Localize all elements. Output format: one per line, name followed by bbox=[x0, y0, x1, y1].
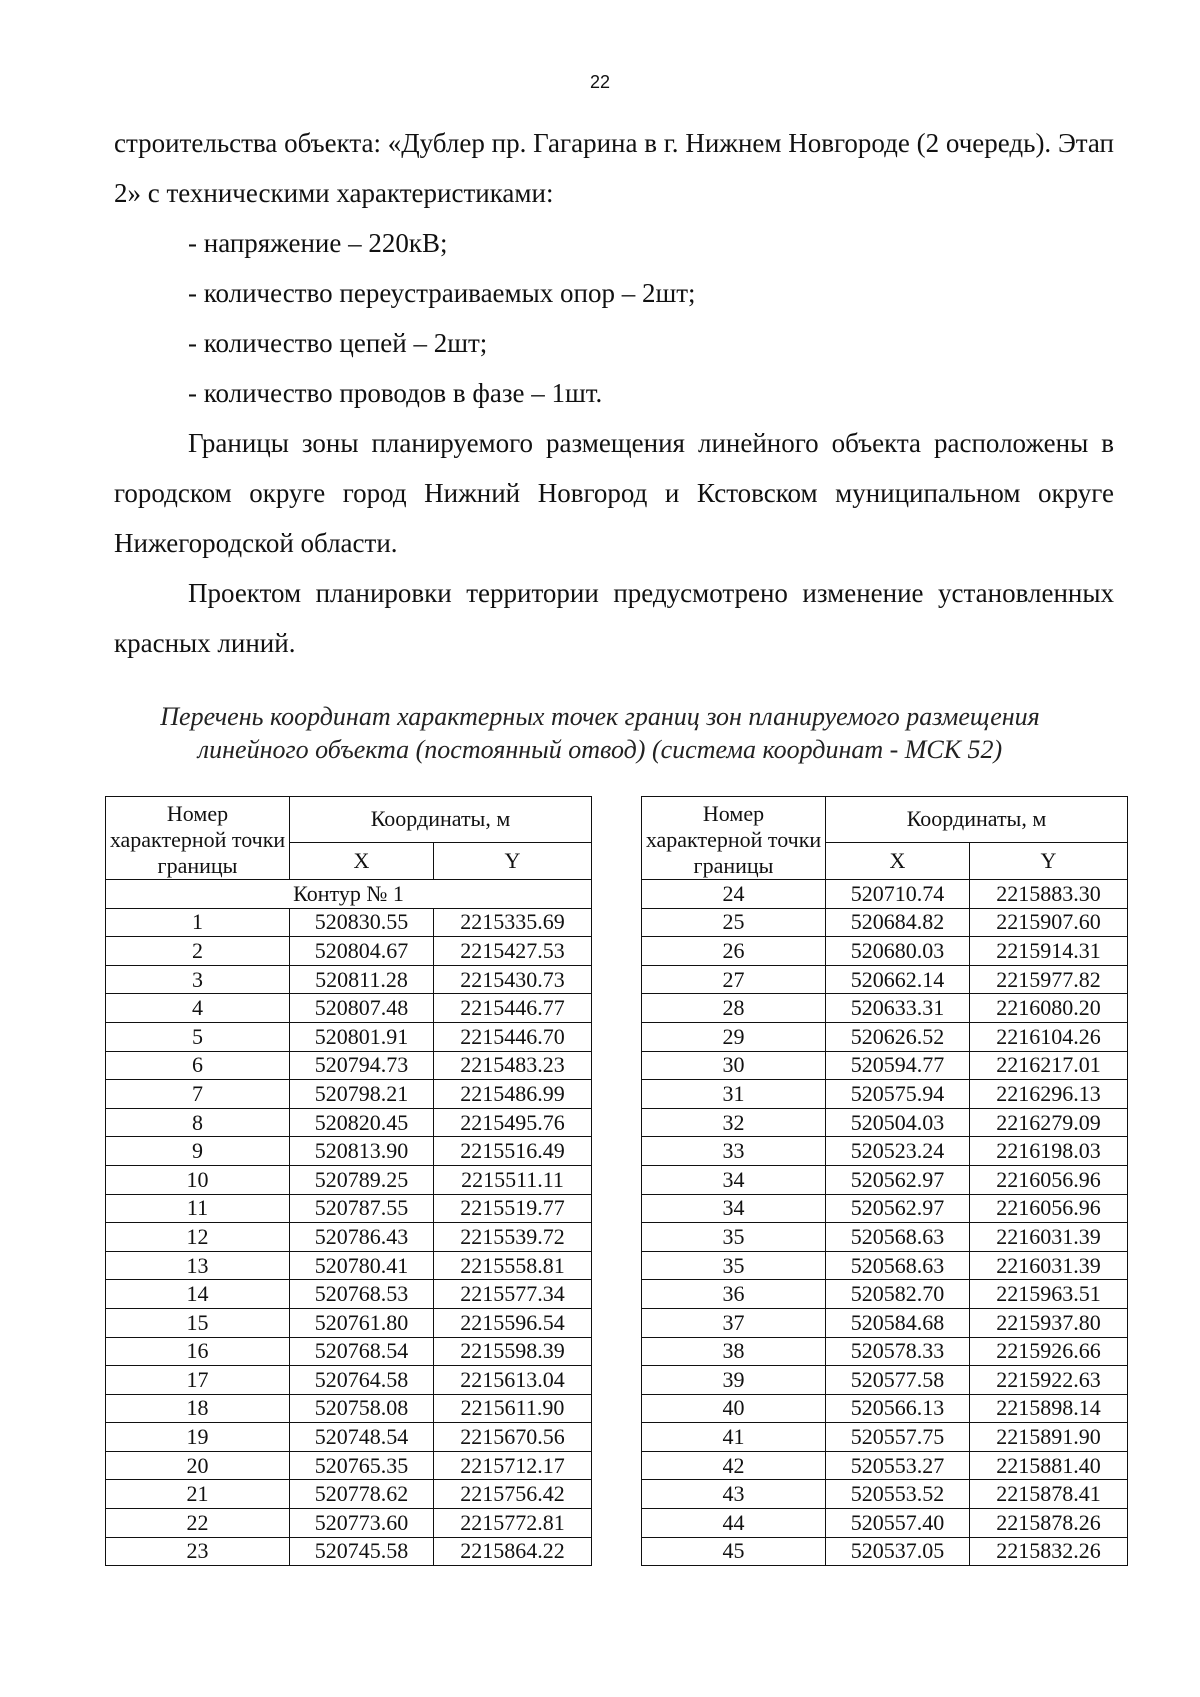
y-coordinate-cell: 2215883.30 bbox=[970, 880, 1128, 909]
table-row bbox=[106, 1280, 592, 1309]
x-coordinate-cell: 520680.03 bbox=[826, 937, 970, 966]
x-coordinate-cell: 520813.90 bbox=[290, 1137, 434, 1166]
table-row bbox=[642, 1480, 1128, 1509]
x-coordinate-cell: 520761.80 bbox=[290, 1308, 434, 1337]
x-coordinate-cell: 520804.67 bbox=[290, 937, 434, 966]
y-coordinate-cell: 2215864.22 bbox=[434, 1537, 592, 1566]
table-row bbox=[642, 1337, 1128, 1366]
y-coordinate-cell: 2215937.80 bbox=[970, 1308, 1128, 1337]
x-coordinate-cell: 520745.58 bbox=[290, 1537, 434, 1566]
table-row bbox=[642, 1194, 1128, 1223]
x-coordinate-cell: 520626.52 bbox=[826, 1022, 970, 1051]
table-row bbox=[642, 1022, 1128, 1051]
point-number-cell: 42 bbox=[642, 1451, 826, 1480]
point-number-cell: 30 bbox=[642, 1051, 826, 1080]
point-number-cell: 34 bbox=[642, 1165, 826, 1194]
x-coordinate-cell: 520504.03 bbox=[826, 1108, 970, 1137]
point-number-cell: 25 bbox=[642, 908, 826, 937]
point-number-cell: 6 bbox=[106, 1051, 290, 1080]
table-row bbox=[642, 1051, 1128, 1080]
paragraph-object-description: строительства объекта: «Дублер пр. Гагарина в г. Нижнем Новгороде (2 очередь). Этап 2» с техническими характеристиками: bbox=[114, 128, 1114, 208]
x-coordinate-cell: 520801.91 bbox=[290, 1022, 434, 1051]
y-coordinate-cell: 2215427.53 bbox=[434, 937, 592, 966]
y-coordinate-cell: 2216296.13 bbox=[970, 1080, 1128, 1109]
x-coordinate-cell: 520748.54 bbox=[290, 1423, 434, 1452]
y-coordinate-cell: 2215495.76 bbox=[434, 1108, 592, 1137]
point-number-cell: 22 bbox=[106, 1509, 290, 1538]
point-number-cell: 7 bbox=[106, 1080, 290, 1109]
table-row bbox=[106, 937, 592, 966]
x-coordinate-cell: 520568.63 bbox=[826, 1223, 970, 1252]
y-coordinate-cell: 2215926.66 bbox=[970, 1337, 1128, 1366]
table-row bbox=[642, 1137, 1128, 1166]
page-number: 22 bbox=[589, 72, 611, 92]
x-coordinate-cell: 520768.53 bbox=[290, 1280, 434, 1309]
y-coordinate-cell: 2216104.26 bbox=[970, 1022, 1128, 1051]
point-number-cell: 32 bbox=[642, 1108, 826, 1137]
x-coordinate-cell: 520594.77 bbox=[826, 1051, 970, 1080]
x-coordinate-cell: 520778.62 bbox=[290, 1480, 434, 1509]
y-coordinate-cell: 2215977.82 bbox=[970, 965, 1128, 994]
table-row bbox=[106, 1509, 592, 1538]
point-number-cell: 2 bbox=[106, 937, 290, 966]
point-number-cell: 26 bbox=[642, 937, 826, 966]
point-number-cell: 11 bbox=[106, 1194, 290, 1223]
table-row bbox=[106, 1251, 592, 1280]
table-row bbox=[106, 1022, 592, 1051]
point-number-cell: 1 bbox=[106, 908, 290, 937]
y-coordinate-cell: 2215577.34 bbox=[434, 1280, 592, 1309]
table-row bbox=[106, 1308, 592, 1337]
point-number-cell: 5 bbox=[106, 1022, 290, 1051]
y-coordinate-cell: 2216056.96 bbox=[970, 1194, 1128, 1223]
y-coordinate-cell: 2215922.63 bbox=[970, 1366, 1128, 1395]
table-row bbox=[106, 1137, 592, 1166]
point-number-cell: 10 bbox=[106, 1165, 290, 1194]
x-coordinate-cell: 520789.25 bbox=[290, 1165, 434, 1194]
point-number-cell: 13 bbox=[106, 1251, 290, 1280]
y-coordinate-cell: 2215613.04 bbox=[434, 1366, 592, 1395]
y-coordinate-cell: 2215539.72 bbox=[434, 1223, 592, 1252]
contour-label: Контур № 1 bbox=[106, 880, 592, 909]
table-row bbox=[642, 965, 1128, 994]
point-number-cell: 8 bbox=[106, 1108, 290, 1137]
point-number-cell: 18 bbox=[106, 1394, 290, 1423]
x-coordinate-cell: 520584.68 bbox=[826, 1308, 970, 1337]
x-coordinate-cell: 520830.55 bbox=[290, 908, 434, 937]
x-coordinate-cell: 520684.82 bbox=[826, 908, 970, 937]
table-row bbox=[642, 1108, 1128, 1137]
x-coordinate-cell: 520578.33 bbox=[826, 1337, 970, 1366]
x-coordinate-cell: 520662.14 bbox=[826, 965, 970, 994]
point-number-cell: 39 bbox=[642, 1366, 826, 1395]
table-row bbox=[106, 994, 592, 1023]
table-row bbox=[642, 1366, 1128, 1395]
x-coordinate-cell: 520758.08 bbox=[290, 1394, 434, 1423]
table-row bbox=[642, 1165, 1128, 1194]
paragraph-zone-boundaries: Границы зоны планируемого размещения линейного объекта расположены в городском округе город Нижний Новгород и Кстовском муниципальном округе Нижегородской области. bbox=[114, 428, 1114, 558]
point-number-cell: 3 bbox=[106, 965, 290, 994]
table-row bbox=[642, 1509, 1128, 1538]
x-coordinate-cell: 520820.45 bbox=[290, 1108, 434, 1137]
y-coordinate-cell: 2215596.54 bbox=[434, 1308, 592, 1337]
point-number-cell: 36 bbox=[642, 1280, 826, 1309]
table-row bbox=[642, 1394, 1128, 1423]
x-coordinate-cell: 520582.70 bbox=[826, 1280, 970, 1309]
point-number-cell: 9 bbox=[106, 1137, 290, 1166]
y-coordinate-cell: 2216198.03 bbox=[970, 1137, 1128, 1166]
y-coordinate-cell: 2215446.70 bbox=[434, 1022, 592, 1051]
table-row bbox=[642, 994, 1128, 1023]
x-coordinate-cell: 520768.54 bbox=[290, 1337, 434, 1366]
point-number-cell: 17 bbox=[106, 1366, 290, 1395]
table-row bbox=[642, 1223, 1128, 1252]
y-coordinate-cell: 2215898.14 bbox=[970, 1394, 1128, 1423]
y-coordinate-cell: 2216056.96 bbox=[970, 1165, 1128, 1194]
y-coordinate-cell: 2215878.41 bbox=[970, 1480, 1128, 1509]
y-coordinate-cell: 2215483.23 bbox=[434, 1051, 592, 1080]
point-number-cell: 34 bbox=[642, 1194, 826, 1223]
header-coordinates: Координаты, м bbox=[826, 797, 1128, 843]
x-coordinate-cell: 520557.75 bbox=[826, 1423, 970, 1452]
header-point-number: Номер характерной точки границы bbox=[642, 797, 826, 880]
table-row bbox=[106, 1423, 592, 1452]
y-coordinate-cell: 2215914.31 bbox=[970, 937, 1128, 966]
x-coordinate-cell: 520794.73 bbox=[290, 1051, 434, 1080]
y-coordinate-cell: 2215511.11 bbox=[434, 1165, 592, 1194]
point-number-cell: 37 bbox=[642, 1308, 826, 1337]
table-row bbox=[106, 1223, 592, 1252]
point-number-cell: 12 bbox=[106, 1223, 290, 1252]
table-row bbox=[106, 965, 592, 994]
bullet-wires-count: - количество проводов в фазе – 1шт. bbox=[188, 378, 603, 408]
y-coordinate-cell: 2215963.51 bbox=[970, 1280, 1128, 1309]
table-caption bbox=[0, 700, 1200, 766]
table-row bbox=[642, 1251, 1128, 1280]
table-row bbox=[642, 1308, 1128, 1337]
x-coordinate-cell: 520710.74 bbox=[826, 880, 970, 909]
y-coordinate-cell: 2215881.40 bbox=[970, 1451, 1128, 1480]
header-y: Y bbox=[434, 842, 592, 879]
header-point-number: Номер характерной точки границы bbox=[106, 797, 290, 880]
y-coordinate-cell: 2215611.90 bbox=[434, 1394, 592, 1423]
header-y: Y bbox=[970, 842, 1128, 879]
point-number-cell: 16 bbox=[106, 1337, 290, 1366]
bullet-voltage: - напряжение – 220кВ; bbox=[188, 228, 448, 258]
y-coordinate-cell: 2215558.81 bbox=[434, 1251, 592, 1280]
x-coordinate-cell: 520537.05 bbox=[826, 1537, 970, 1566]
table-row bbox=[106, 1451, 592, 1480]
y-coordinate-cell: 2215446.77 bbox=[434, 994, 592, 1023]
table-row bbox=[106, 908, 592, 937]
point-number-cell: 23 bbox=[106, 1537, 290, 1566]
y-coordinate-cell: 2215712.17 bbox=[434, 1451, 592, 1480]
point-number-cell: 41 bbox=[642, 1423, 826, 1452]
x-coordinate-cell: 520577.58 bbox=[826, 1366, 970, 1395]
point-number-cell: 33 bbox=[642, 1137, 826, 1166]
x-coordinate-cell: 520786.43 bbox=[290, 1223, 434, 1252]
x-coordinate-cell: 520811.28 bbox=[290, 965, 434, 994]
y-coordinate-cell: 2215335.69 bbox=[434, 908, 592, 937]
point-number-cell: 38 bbox=[642, 1337, 826, 1366]
x-coordinate-cell: 520798.21 bbox=[290, 1080, 434, 1109]
table-row bbox=[642, 937, 1128, 966]
x-coordinate-cell: 520787.55 bbox=[290, 1194, 434, 1223]
point-number-cell: 14 bbox=[106, 1280, 290, 1309]
x-coordinate-cell: 520780.41 bbox=[290, 1251, 434, 1280]
x-coordinate-cell: 520773.60 bbox=[290, 1509, 434, 1538]
point-number-cell: 44 bbox=[642, 1509, 826, 1538]
y-coordinate-cell: 2215878.26 bbox=[970, 1509, 1128, 1538]
table-row bbox=[642, 1280, 1128, 1309]
table-row bbox=[642, 1080, 1128, 1109]
x-coordinate-cell: 520562.97 bbox=[826, 1165, 970, 1194]
point-number-cell: 24 bbox=[642, 880, 826, 909]
y-coordinate-cell: 2215772.81 bbox=[434, 1509, 592, 1538]
bullet-circuits-count: - количество цепей – 2шт; bbox=[188, 328, 488, 358]
bullet-supports-count: - количество переустраиваемых опор – 2шт; bbox=[188, 278, 696, 308]
paragraph-red-lines: Проектом планировки территории предусмотрено изменение установленных красных линий. bbox=[114, 578, 1114, 658]
x-coordinate-cell: 520553.52 bbox=[826, 1480, 970, 1509]
x-coordinate-cell: 520807.48 bbox=[290, 994, 434, 1023]
table-row bbox=[106, 1537, 592, 1566]
x-coordinate-cell: 520553.27 bbox=[826, 1451, 970, 1480]
point-number-cell: 31 bbox=[642, 1080, 826, 1109]
header-x: X bbox=[290, 842, 434, 879]
x-coordinate-cell: 520523.24 bbox=[826, 1137, 970, 1166]
x-coordinate-cell: 520562.97 bbox=[826, 1194, 970, 1223]
point-number-cell: 43 bbox=[642, 1480, 826, 1509]
table-row bbox=[642, 1537, 1128, 1566]
table-row bbox=[106, 1194, 592, 1223]
y-coordinate-cell: 2215430.73 bbox=[434, 965, 592, 994]
x-coordinate-cell: 520568.63 bbox=[826, 1251, 970, 1280]
point-number-cell: 4 bbox=[106, 994, 290, 1023]
point-number-cell: 29 bbox=[642, 1022, 826, 1051]
table-row bbox=[106, 1394, 592, 1423]
coordinates-table-left bbox=[105, 796, 592, 1566]
header-x: X bbox=[826, 842, 970, 879]
x-coordinate-cell: 520566.13 bbox=[826, 1394, 970, 1423]
x-coordinate-cell: 520633.31 bbox=[826, 994, 970, 1023]
y-coordinate-cell: 2216031.39 bbox=[970, 1251, 1128, 1280]
table-row bbox=[106, 1051, 592, 1080]
caption-line-2: линейного объекта (постоянный отвод) (система координат - МСК 52) bbox=[197, 735, 1003, 764]
table-row bbox=[642, 1451, 1128, 1480]
x-coordinate-cell: 520765.35 bbox=[290, 1451, 434, 1480]
y-coordinate-cell: 2215670.56 bbox=[434, 1423, 592, 1452]
y-coordinate-cell: 2215891.90 bbox=[970, 1423, 1128, 1452]
point-number-cell: 45 bbox=[642, 1537, 826, 1566]
point-number-cell: 35 bbox=[642, 1223, 826, 1252]
y-coordinate-cell: 2216080.20 bbox=[970, 994, 1128, 1023]
table-row bbox=[642, 908, 1128, 937]
y-coordinate-cell: 2215832.26 bbox=[970, 1537, 1128, 1566]
point-number-cell: 15 bbox=[106, 1308, 290, 1337]
table-row bbox=[106, 1080, 592, 1109]
y-coordinate-cell: 2215598.39 bbox=[434, 1337, 592, 1366]
y-coordinate-cell: 2215907.60 bbox=[970, 908, 1128, 937]
y-coordinate-cell: 2215756.42 bbox=[434, 1480, 592, 1509]
y-coordinate-cell: 2216217.01 bbox=[970, 1051, 1128, 1080]
body-text bbox=[114, 118, 1114, 668]
header-coordinates: Координаты, м bbox=[290, 797, 592, 843]
table-row bbox=[106, 1337, 592, 1366]
table-row bbox=[642, 1423, 1128, 1452]
x-coordinate-cell: 520575.94 bbox=[826, 1080, 970, 1109]
y-coordinate-cell: 2215519.77 bbox=[434, 1194, 592, 1223]
point-number-cell: 19 bbox=[106, 1423, 290, 1452]
y-coordinate-cell: 2215486.99 bbox=[434, 1080, 592, 1109]
point-number-cell: 20 bbox=[106, 1451, 290, 1480]
y-coordinate-cell: 2216279.09 bbox=[970, 1108, 1128, 1137]
table-row bbox=[106, 1480, 592, 1509]
point-number-cell: 40 bbox=[642, 1394, 826, 1423]
point-number-cell: 21 bbox=[106, 1480, 290, 1509]
table-row bbox=[106, 1366, 592, 1395]
coordinates-table-right bbox=[641, 796, 1128, 1566]
point-number-cell: 27 bbox=[642, 965, 826, 994]
y-coordinate-cell: 2215516.49 bbox=[434, 1137, 592, 1166]
point-number-cell: 35 bbox=[642, 1251, 826, 1280]
x-coordinate-cell: 520764.58 bbox=[290, 1366, 434, 1395]
y-coordinate-cell: 2216031.39 bbox=[970, 1223, 1128, 1252]
x-coordinate-cell: 520557.40 bbox=[826, 1509, 970, 1538]
caption-line-1: Перечень координат характерных точек границ зон планируемого размещения bbox=[160, 702, 1040, 731]
point-number-cell: 28 bbox=[642, 994, 826, 1023]
table-row bbox=[106, 1108, 592, 1137]
table-row bbox=[106, 1165, 592, 1194]
table-row bbox=[642, 880, 1128, 909]
